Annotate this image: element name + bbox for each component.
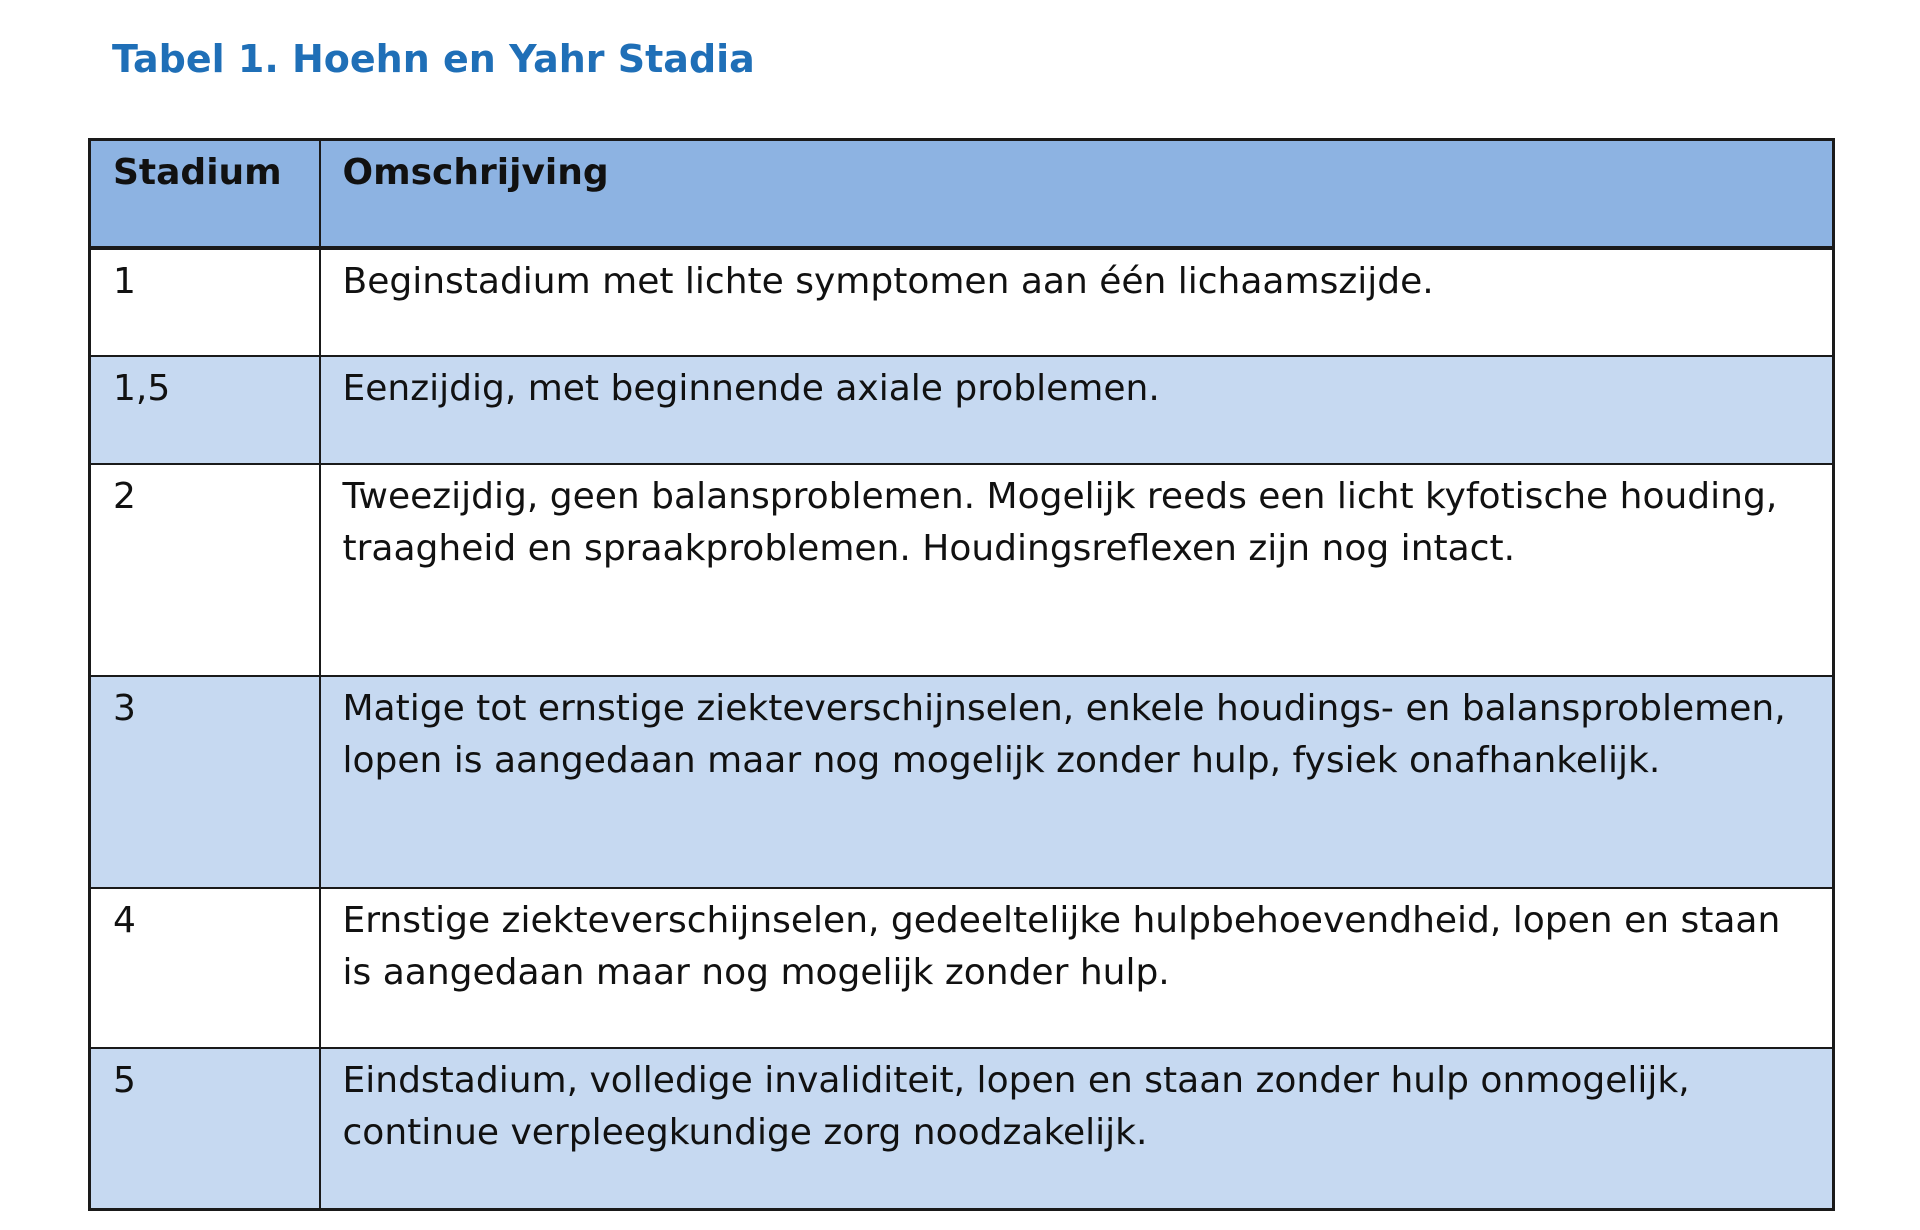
column-header-stadium: Stadium [90,140,320,248]
stadium-cell: 3 [90,676,320,888]
table-row [90,676,1834,888]
stadium-cell: 4 [90,888,320,1048]
description-cell: Ernstige ziekteverschijnselen, gedeeltelijke hulpbehoevendheid, lopen en staan is aangedaan maar nog mogelijk zonder hulp. [320,888,1834,1048]
table-caption: Tabel 1. Hoehn en Yahr Stadia [112,37,755,81]
description-cell: Tweezijdig, geen balansproblemen. Mogelijk reeds een licht kyfotische houding, traagheid en spraakproblemen. Houdingsreflexen zijn nog intact. [320,464,1834,676]
table-row [90,356,1834,464]
table-row [90,464,1834,676]
stadium-cell: 5 [90,1048,320,1210]
stadium-cell: 2 [90,464,320,676]
table-row [90,1048,1834,1210]
hoehn-yahr-table [88,138,1835,1211]
description-cell: Beginstadium met lichte symptomen aan één lichaamszijde. [320,248,1834,356]
description-cell: Eindstadium, volledige invaliditeit, lopen en staan zonder hulp onmogelijk, continue verpleegkundige zorg noodzakelijk. [320,1048,1834,1210]
column-header-description: Omschrijving [320,140,1834,248]
stadium-cell: 1,5 [90,356,320,464]
table-row [90,248,1834,356]
table-row [90,888,1834,1048]
stadium-cell: 1 [90,248,320,356]
table-header-row [90,140,1834,248]
description-cell: Eenzijdig, met beginnende axiale problemen. [320,356,1834,464]
description-cell: Matige tot ernstige ziekteverschijnselen, enkele houdings- en balansproblemen, lopen is aangedaan maar nog mogelijk zonder hulp, fysiek onafhankelijk. [320,676,1834,888]
